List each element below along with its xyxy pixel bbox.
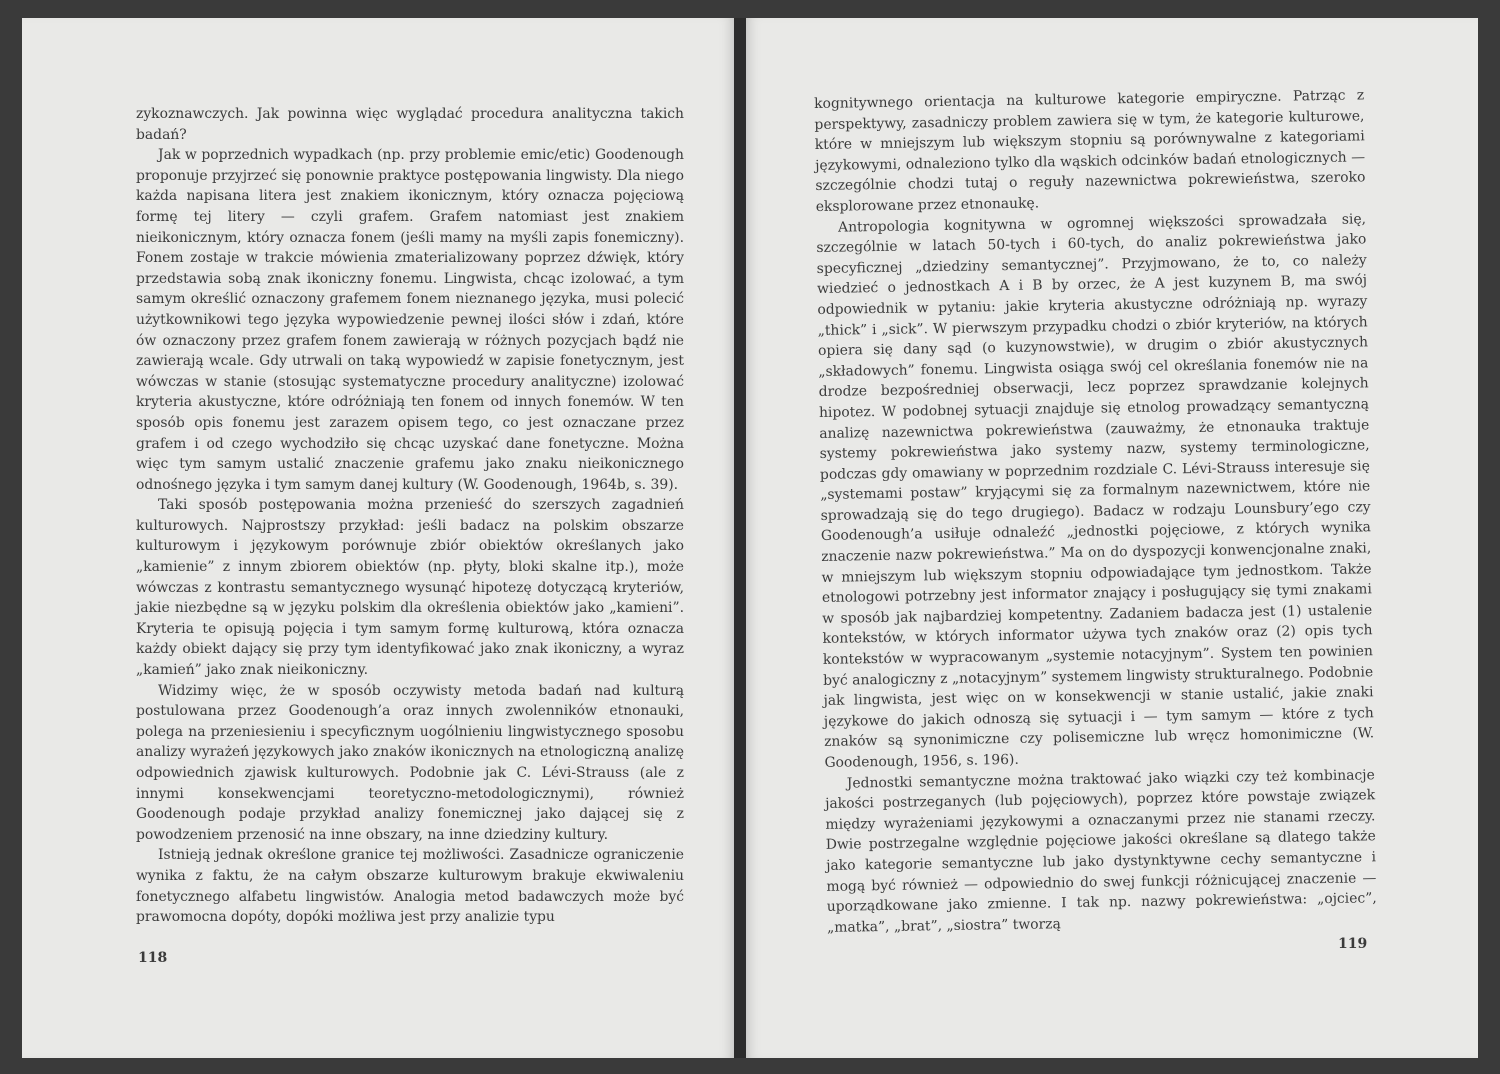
paragraph: Widzimy więc, że w sposób oczywisty metoda badań nad kulturą postulowana przez Goodenough’a oraz innych zwolenników etnonauki, polega na przeniesieniu i specyficznym uogólnieniu lingwistycznego sposobu analizy wyrażeń językowych jako znaków ikonicznych na etnologiczną analizę odpowiednich zjawisk kulturowych. Podobnie jak C. Lévi-Strauss (ale z innymi konsekwencjami teoretyczno-metodologicznymi), również Goodenough podaje przykład analizy fonemicznej jako dającej się z powodzeniem przenosić na inne obszary, na inne dziedziny kultury. — [136, 682, 684, 843]
paragraph: Taki sposób postępowania można przenieść do szerszych zagadnień kulturowych. Najprostszy przykład: jeśli badacz na polskim obszarze kulturowym i językowym porównuje zbiór obiektów określanych jako „kamienie” z innym zbiorem obiektów (np. płyty, bloki skalne itp.), może wówczas z kontrastu semantycznego wysunąć hipotezę dotyczącą kryteriów, jakie niezbędne są w języku polskim dla określenia obiektów jako „kamieni”. Kryteria te opisują pojęcia i tym samym formę kulturową, która oznacza każdy obiekt dający się przy tym identyfikować jako znak ikoniczny, a wyraz „kamień” jako znak nieikoniczny. — [136, 497, 684, 679]
paragraph: Antropologia kognitywna w ogromnej większości sprowadzała się, szczególnie w latach 50-tych i 60-tych, do analiz pokrewieństwa jako specyficznej „dziedziny semantycznej”. Przyjmowano, że to, co należy wiedzieć o jednostkach A i B by orzec, że A jest kuzynem B, ma swój odpowiednik w pytaniu: jakie kryteria akustyczne odróżniają np. wyrazy „thick” i „sick”. W pierwszym przypadku chodzi o zbiór kryteriów, na których opiera się dany sąd (o kuzynowstwie), w drugim o zbiór akustycznych „składowych” fonemu. Lingwista osiąga swój cel określania fonemów nie na drodze bezpośredniej obserwacji, lecz poprzez sprawdzanie kolejnych hipotez. W podobnej sytuacji znajduje się etnolog prowadzący semantyczną analizę nazewnictwa pokrewieństwa (zauważmy, że etnonauka traktuje systemy pokrewieństwa jako systemy nazw, systemy terminologiczne, podczas gdy omawiany w poprzednim rozdziale C. Lévi-Strauss interesuje się „systemami postaw” kryjącymi się za formalnym nazewnictwem, które nie sprowadzają się do tego drugiego). Badacz w rodzaju Lounsbury’ego czy Goodenough’a usiłuje odnaleźć „jednostki pojęciowe, z których wynika znaczenie nazw pokrewieństwa.” Ma on do dyspozycji konwencjonalne znaki, w mniejszym lub większym stopniu odpowiadające tym jednostkom. Także etnologowi potrzebny jest informator znający i posługujący się tymi znakami w sposób jak najbardziej kompetentny. Zadaniem badacza jest (1) ustalenie kontekstów, w których informator używa tych znaków oraz (2) opis tych kontekstów w wypracowanym „systemie notacyjnym”. System ten powinien być analogiczny z „notacyjnym” systemem lingwisty strukturalnego. Podobnie jak lingwista, jest więc on w konsekwencji w stanie ustalić, jakie znaki językowe do jakich odnoszą się sytuacji i — tym samym — które z tych znaków są synonimiczne czy polisemiczne lub wręcz homonimiczne (W. Goodenough, 1956, s. 196). — [816, 210, 1375, 771]
paragraph: Jak w poprzednich wypadkach (np. przy problemie emic/etic) Goodenough proponuje przyjrzeć się ponownie praktyce postępowania lingwisty. Dla niego każda napisana litera jest znakiem ikonicznym, który oznacza pojęciową formę tej litery — czyli grafem. Grafem natomiast jest znakiem nieikonicznym, który oznacza fonem (jeśli mamy na myśli zapis fonemiczny). Fonem zostaje w trakcie mówienia zmaterializowany poprzez dźwięk, który przedstawia sobą znak ikoniczny fonemu. Lingwista, chcąc izolować, a tym samym określić oznaczony grafemem fonem nieznanego języka, musi polecić użytkownikowi tego języka wypowiedzenie pewnej ilości słów i zdań, które ów oznaczony przez grafem fonem zawierają w różnych pozycjach bądź nie zawierają wcale. Gdy utrwali on taką wypowiedź w zapisie fonetycznym, jest wówczas w stanie (stosując systematyczne procedury analityczne) izolować kryteria akustyczne, które odróżniają ten fonem od innych fonemów. W ten sposób opis fonemu jest zarazem opisem tego, co jest oznaczane przez grafem i od czego wychodziło się chcąc uzyskać dane fonetyczne. Można więc tym samym ustalić znaczenie grafemu jako znaku nieikonicznego odnośnego języka i tym samym danej kultury (W. Goodenough, 1964b, s. 39). — [136, 147, 684, 493]
paragraph: Jednostki semantyczne można traktować jako wiązki czy też kombinacje jakości postrzeganych (lub pojęciowych), poprzez które powstaje związek między wyrażeniami językowymi a oznaczanymi przez nie stanami rzeczy. Dwie postrzegalne względnie pojęciowe jakości określane są dlatego także jako kategorie semantyczne lub jako dystynktywne cechy semantyczne i mogą być również — odpowiednio do swej funkcji różnicującej znaczenie — uporządkowane jako zmienne. I tak np. nazwy pokrewieństwa: „ojciec”, „matka”, „brat”, „siostra” tworzą — [825, 766, 1377, 936]
left-page — [22, 18, 734, 1058]
page-number-right: 119 — [1338, 936, 1368, 952]
right-page-text — [814, 85, 1377, 938]
right-page — [746, 18, 1478, 1058]
book-gutter — [734, 18, 746, 1058]
left-page-text — [136, 104, 684, 928]
paragraph: kognitywnego orientacja na kulturowe kategorie empiryczne. Patrząc z perspektywy, zasadniczy problem zawiera się w tym, że kategorie kulturowe, które w mniejszym lub większym stopniu są porównywalne z kategoriami językowymi, odnaleziono tylko dla wąskich odcinków badań etnologicznych — szczególnie chodzi tutaj o reguły nazewnictwa pokrewieństwa, szeroko eksplorowane przez etnonaukę. — [814, 87, 1366, 215]
page-number-left: 118 — [138, 950, 168, 966]
paragraph: zykoznawczych. Jak powinna więc wyglądać procedura analityczna takich badań? — [136, 106, 684, 143]
paragraph: Istnieją jednak określone granice tej możliwości. Zasadnicze ograniczenie wynika z faktu, że na całym obszarze kulturowym brakuje ekwiwaleniu fonetycznego alfabetu lingwistów. Analogia metod badawczych może być prawomocna dopóty, dopóki możliwa jest przy analizie typu — [136, 847, 684, 926]
